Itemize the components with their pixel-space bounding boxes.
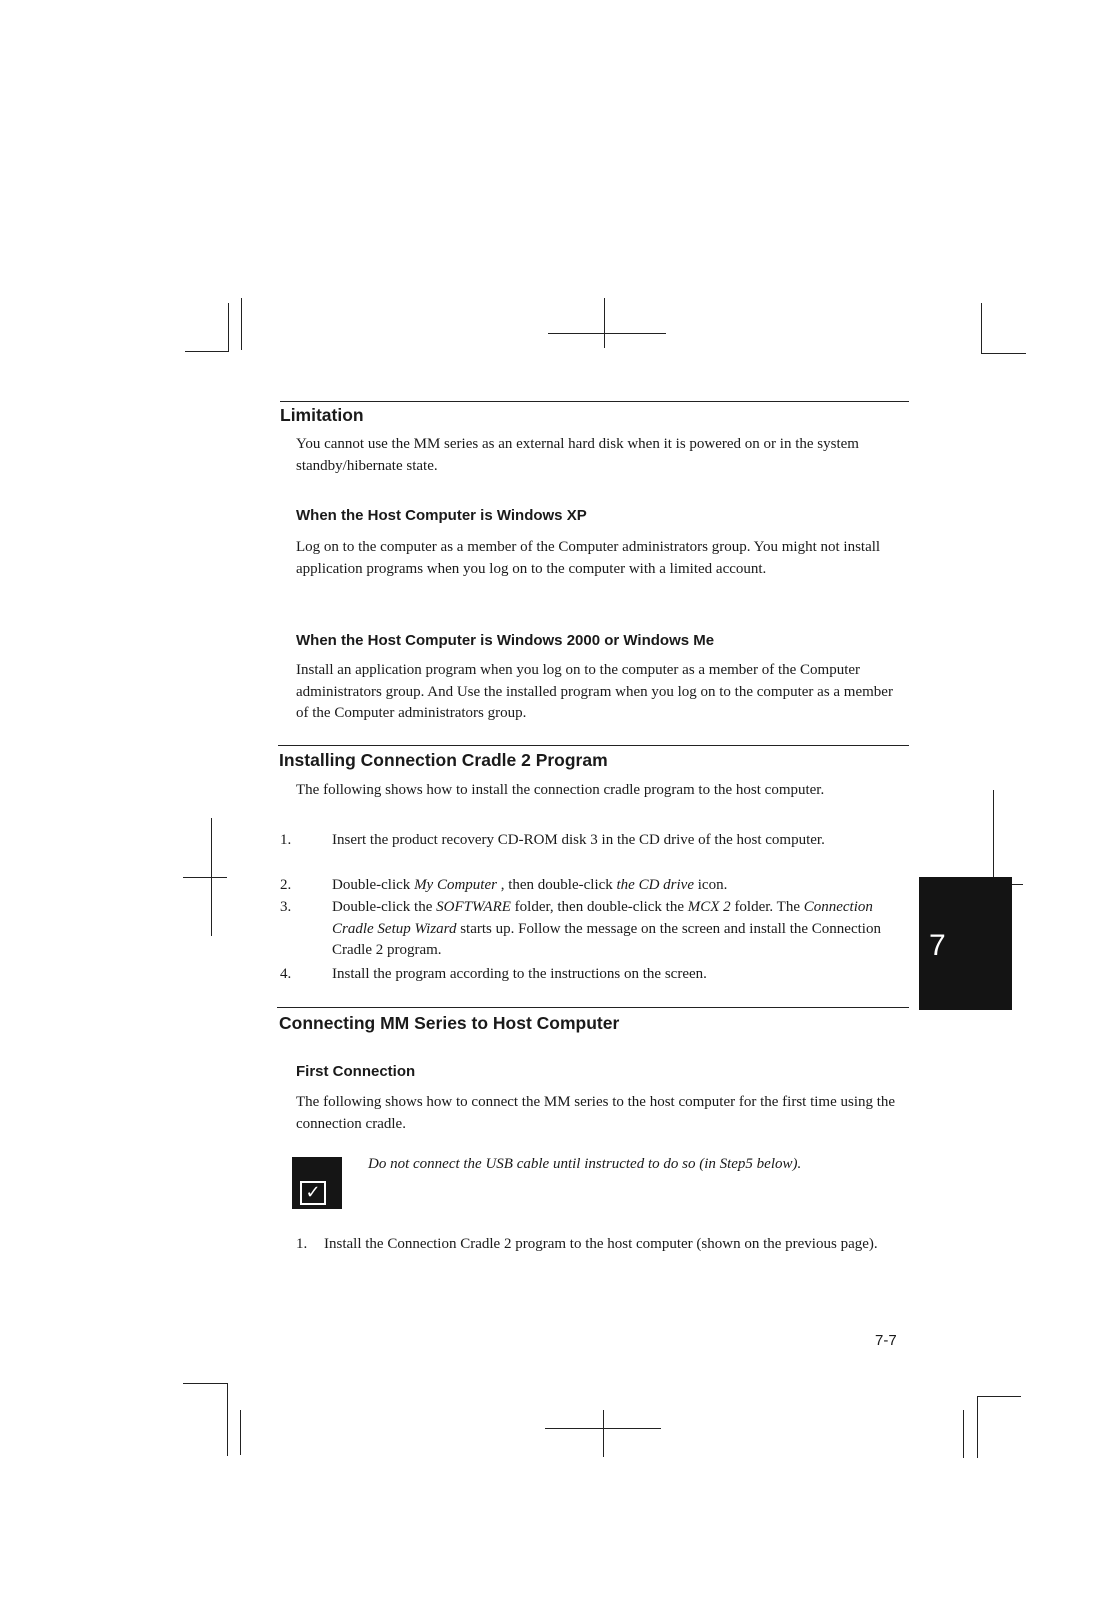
crop-mark — [183, 877, 227, 878]
limitation-heading: Limitation — [280, 405, 364, 425]
connecting-intro: The following shows how to connect the MM series to the host computer for the first time using the connection cradle. — [296, 1094, 896, 1132]
step-number: 1. — [296, 1236, 308, 1252]
crop-mark — [977, 1396, 978, 1458]
step-text: Insert the product recovery CD-ROM disk 3 in the CD drive of the host computer. — [332, 832, 825, 848]
note-text: Do not connect the USB cable until instructed to do so (in Step5 below). — [368, 1156, 802, 1172]
crop-mark — [977, 1396, 1021, 1397]
win-xp-body: Log on to the computer as a member of the Computer administrators group. You might not install application programs when you log on to the computer with a limited account. — [296, 539, 881, 577]
win-2000-me-heading: When the Host Computer is Windows 2000 or Windows Me — [296, 632, 715, 649]
crop-mark — [981, 353, 1026, 354]
installing-intro: The following shows how to install the connection cradle program to the host computer. — [296, 782, 825, 798]
crop-mark — [963, 1410, 964, 1458]
step-number: 3. — [280, 899, 292, 915]
crop-mark — [227, 1383, 228, 1456]
crop-mark — [241, 298, 242, 350]
step-text: Double-click My Computer , then double-click the CD drive icon. — [332, 877, 728, 893]
crop-mark — [185, 351, 229, 352]
list-item — [280, 830, 910, 874]
chapter-tab — [919, 877, 1012, 1010]
crop-mark — [604, 298, 605, 348]
step-text: Install the Connection Cradle 2 program to the host computer (shown on the previous page). — [324, 1236, 878, 1252]
connecting-heading: Connecting MM Series to Host Computer — [279, 1013, 620, 1033]
crop-mark — [228, 303, 229, 352]
step-text: Install the program according to the instructions on the screen. — [332, 966, 707, 982]
step-number: 4. — [280, 966, 292, 982]
note-icon: ✓ — [292, 1157, 342, 1209]
step-number: 2. — [280, 877, 292, 893]
crop-mark — [548, 333, 666, 334]
limitation-body: You cannot use the MM series as an external hard disk when it is powered on or in the system standby/hibernate state. — [296, 436, 859, 474]
section-rule — [277, 1007, 909, 1008]
step-text: Double-click the SOFTWARE folder, then double-click the MCX 2 folder. The Connection Cradle Setup Wizard starts up. Follow the message on the screen and install the Connection Cradle 2 program. — [332, 899, 881, 958]
page-number: 7-7 — [875, 1332, 897, 1349]
crop-mark — [240, 1410, 241, 1455]
list-item — [280, 897, 910, 963]
chapter-number: 7 — [929, 929, 946, 962]
crop-mark — [183, 1383, 228, 1384]
crop-mark — [603, 1410, 604, 1457]
win-xp-heading: When the Host Computer is Windows XP — [296, 507, 587, 524]
step-number: 1. — [280, 832, 292, 848]
crop-mark — [993, 790, 994, 885]
list-item — [280, 964, 910, 986]
section-rule — [280, 401, 909, 402]
section-rule — [278, 745, 909, 746]
installing-heading: Installing Connection Cradle 2 Program — [279, 750, 608, 770]
crop-mark — [981, 303, 982, 353]
list-item — [296, 1234, 908, 1278]
list-item — [280, 875, 910, 897]
win-2000-me-body: Install an application program when you log on to the computer as a member of the Computer administrators group. And Use the installed program when you log on to the computer as a member of the Computer administrators group. — [296, 662, 893, 721]
first-connection-heading: First Connection — [296, 1063, 416, 1080]
